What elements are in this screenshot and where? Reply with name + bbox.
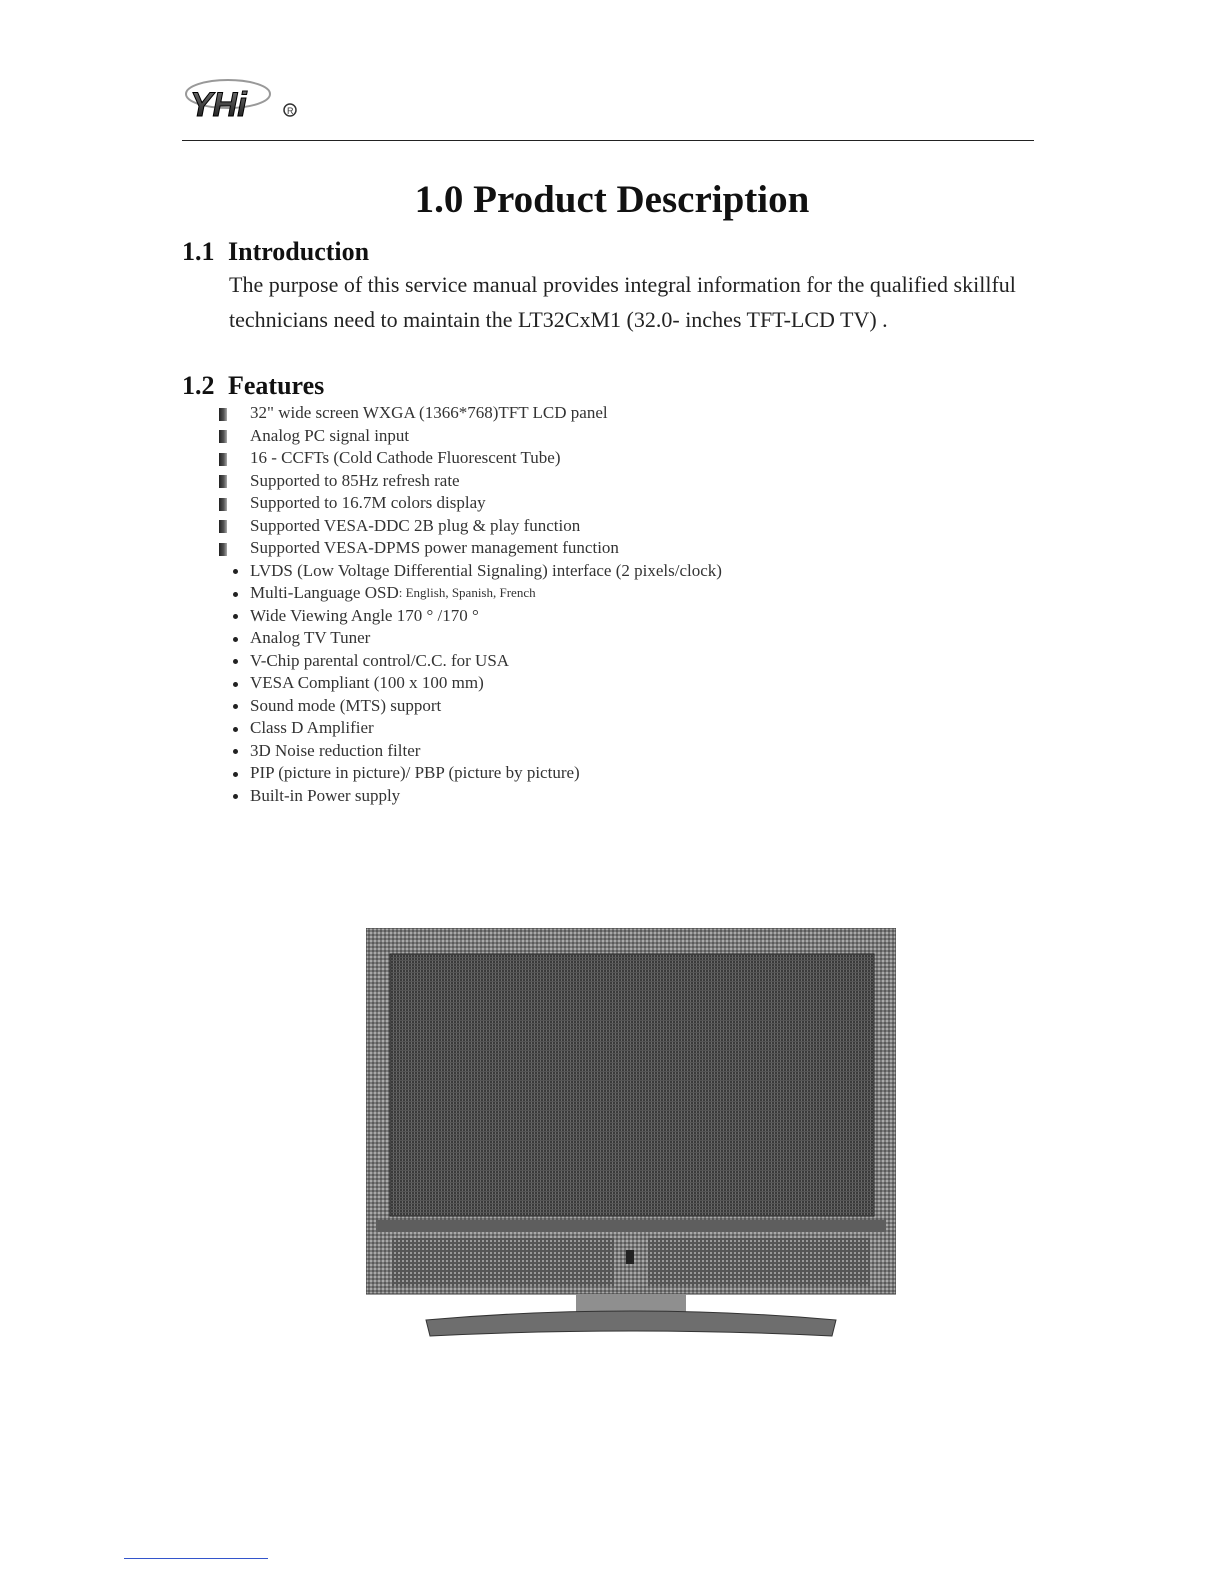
feature-item: Multi-Language OSD : English, Spanish, French — [214, 582, 722, 605]
feature-item: Supported VESA-DPMS power management function — [214, 537, 722, 560]
section-number: 1.2 — [182, 371, 215, 400]
section-number: 1.1 — [182, 237, 215, 266]
svg-text:R: R — [287, 106, 294, 116]
bullet-icon — [214, 582, 250, 605]
square-bullet-icon — [214, 492, 250, 515]
bullet-icon — [214, 785, 250, 808]
feature-item: LVDS (Low Voltage Differential Signaling) interface (2 pixels/clock) — [214, 560, 722, 583]
feature-item: Analog PC signal input — [214, 425, 722, 448]
bullet-icon — [214, 560, 250, 583]
bullet-icon — [214, 740, 250, 763]
introduction-paragraph: The purpose of this service manual provides integral information for the qualified skillful technicians need to maintain the LT32CxM1 (32.0- inches TFT-LCD TV) . — [229, 272, 1016, 332]
page-title: 1.0 Product Description — [414, 178, 810, 221]
bullet-icon — [214, 717, 250, 740]
section-title: Introduction — [228, 237, 370, 266]
feature-item: 3D Noise reduction filter — [214, 740, 722, 763]
feature-item: Sound mode (MTS) support — [214, 695, 722, 718]
square-bullet-icon — [214, 402, 250, 425]
bullet-icon — [214, 627, 250, 650]
feature-item: 32" wide screen WXGA (1366*768)TFT LCD panel — [214, 402, 722, 425]
feature-item: VESA Compliant (100 x 100 mm) — [214, 672, 722, 695]
lcd-tv-image — [366, 928, 896, 1340]
feature-item: V-Chip parental control/C.C. for USA — [214, 650, 722, 673]
feature-item: Supported VESA-DDC 2B plug & play function — [214, 515, 722, 538]
logo-text: YHi — [190, 86, 247, 124]
square-bullet-icon — [214, 447, 250, 470]
section-heading-introduction — [182, 236, 369, 268]
feature-item: Wide Viewing Angle 170 ° /170 ° — [214, 605, 722, 628]
bullet-icon — [214, 672, 250, 695]
square-bullet-icon — [214, 537, 250, 560]
square-bullet-icon — [214, 515, 250, 538]
bullet-icon — [214, 695, 250, 718]
bullet-icon — [214, 650, 250, 673]
square-bullet-icon — [214, 470, 250, 493]
bullet-icon — [214, 605, 250, 628]
feature-item: Class D Amplifier — [214, 717, 722, 740]
osd-languages: : English, Spanish, French — [398, 585, 536, 600]
brand-logo — [182, 74, 302, 126]
square-bullet-icon — [214, 425, 250, 448]
section-title: Features — [228, 371, 325, 400]
feature-item: Built-in Power supply — [214, 785, 722, 808]
feature-item: Supported to 16.7M colors display — [214, 492, 722, 515]
feature-list — [214, 402, 722, 807]
feature-item: 16 - CCFTs (Cold Cathode Fluorescent Tube) — [214, 447, 722, 470]
footnote-divider — [124, 1558, 268, 1559]
feature-item: Analog TV Tuner — [214, 627, 722, 650]
header-divider — [182, 140, 1034, 141]
feature-item: PIP (picture in picture)/ PBP (picture by picture) — [214, 762, 722, 785]
bullet-icon — [214, 762, 250, 785]
section-heading-features — [182, 370, 324, 402]
feature-item: Supported to 85Hz refresh rate — [214, 470, 722, 493]
